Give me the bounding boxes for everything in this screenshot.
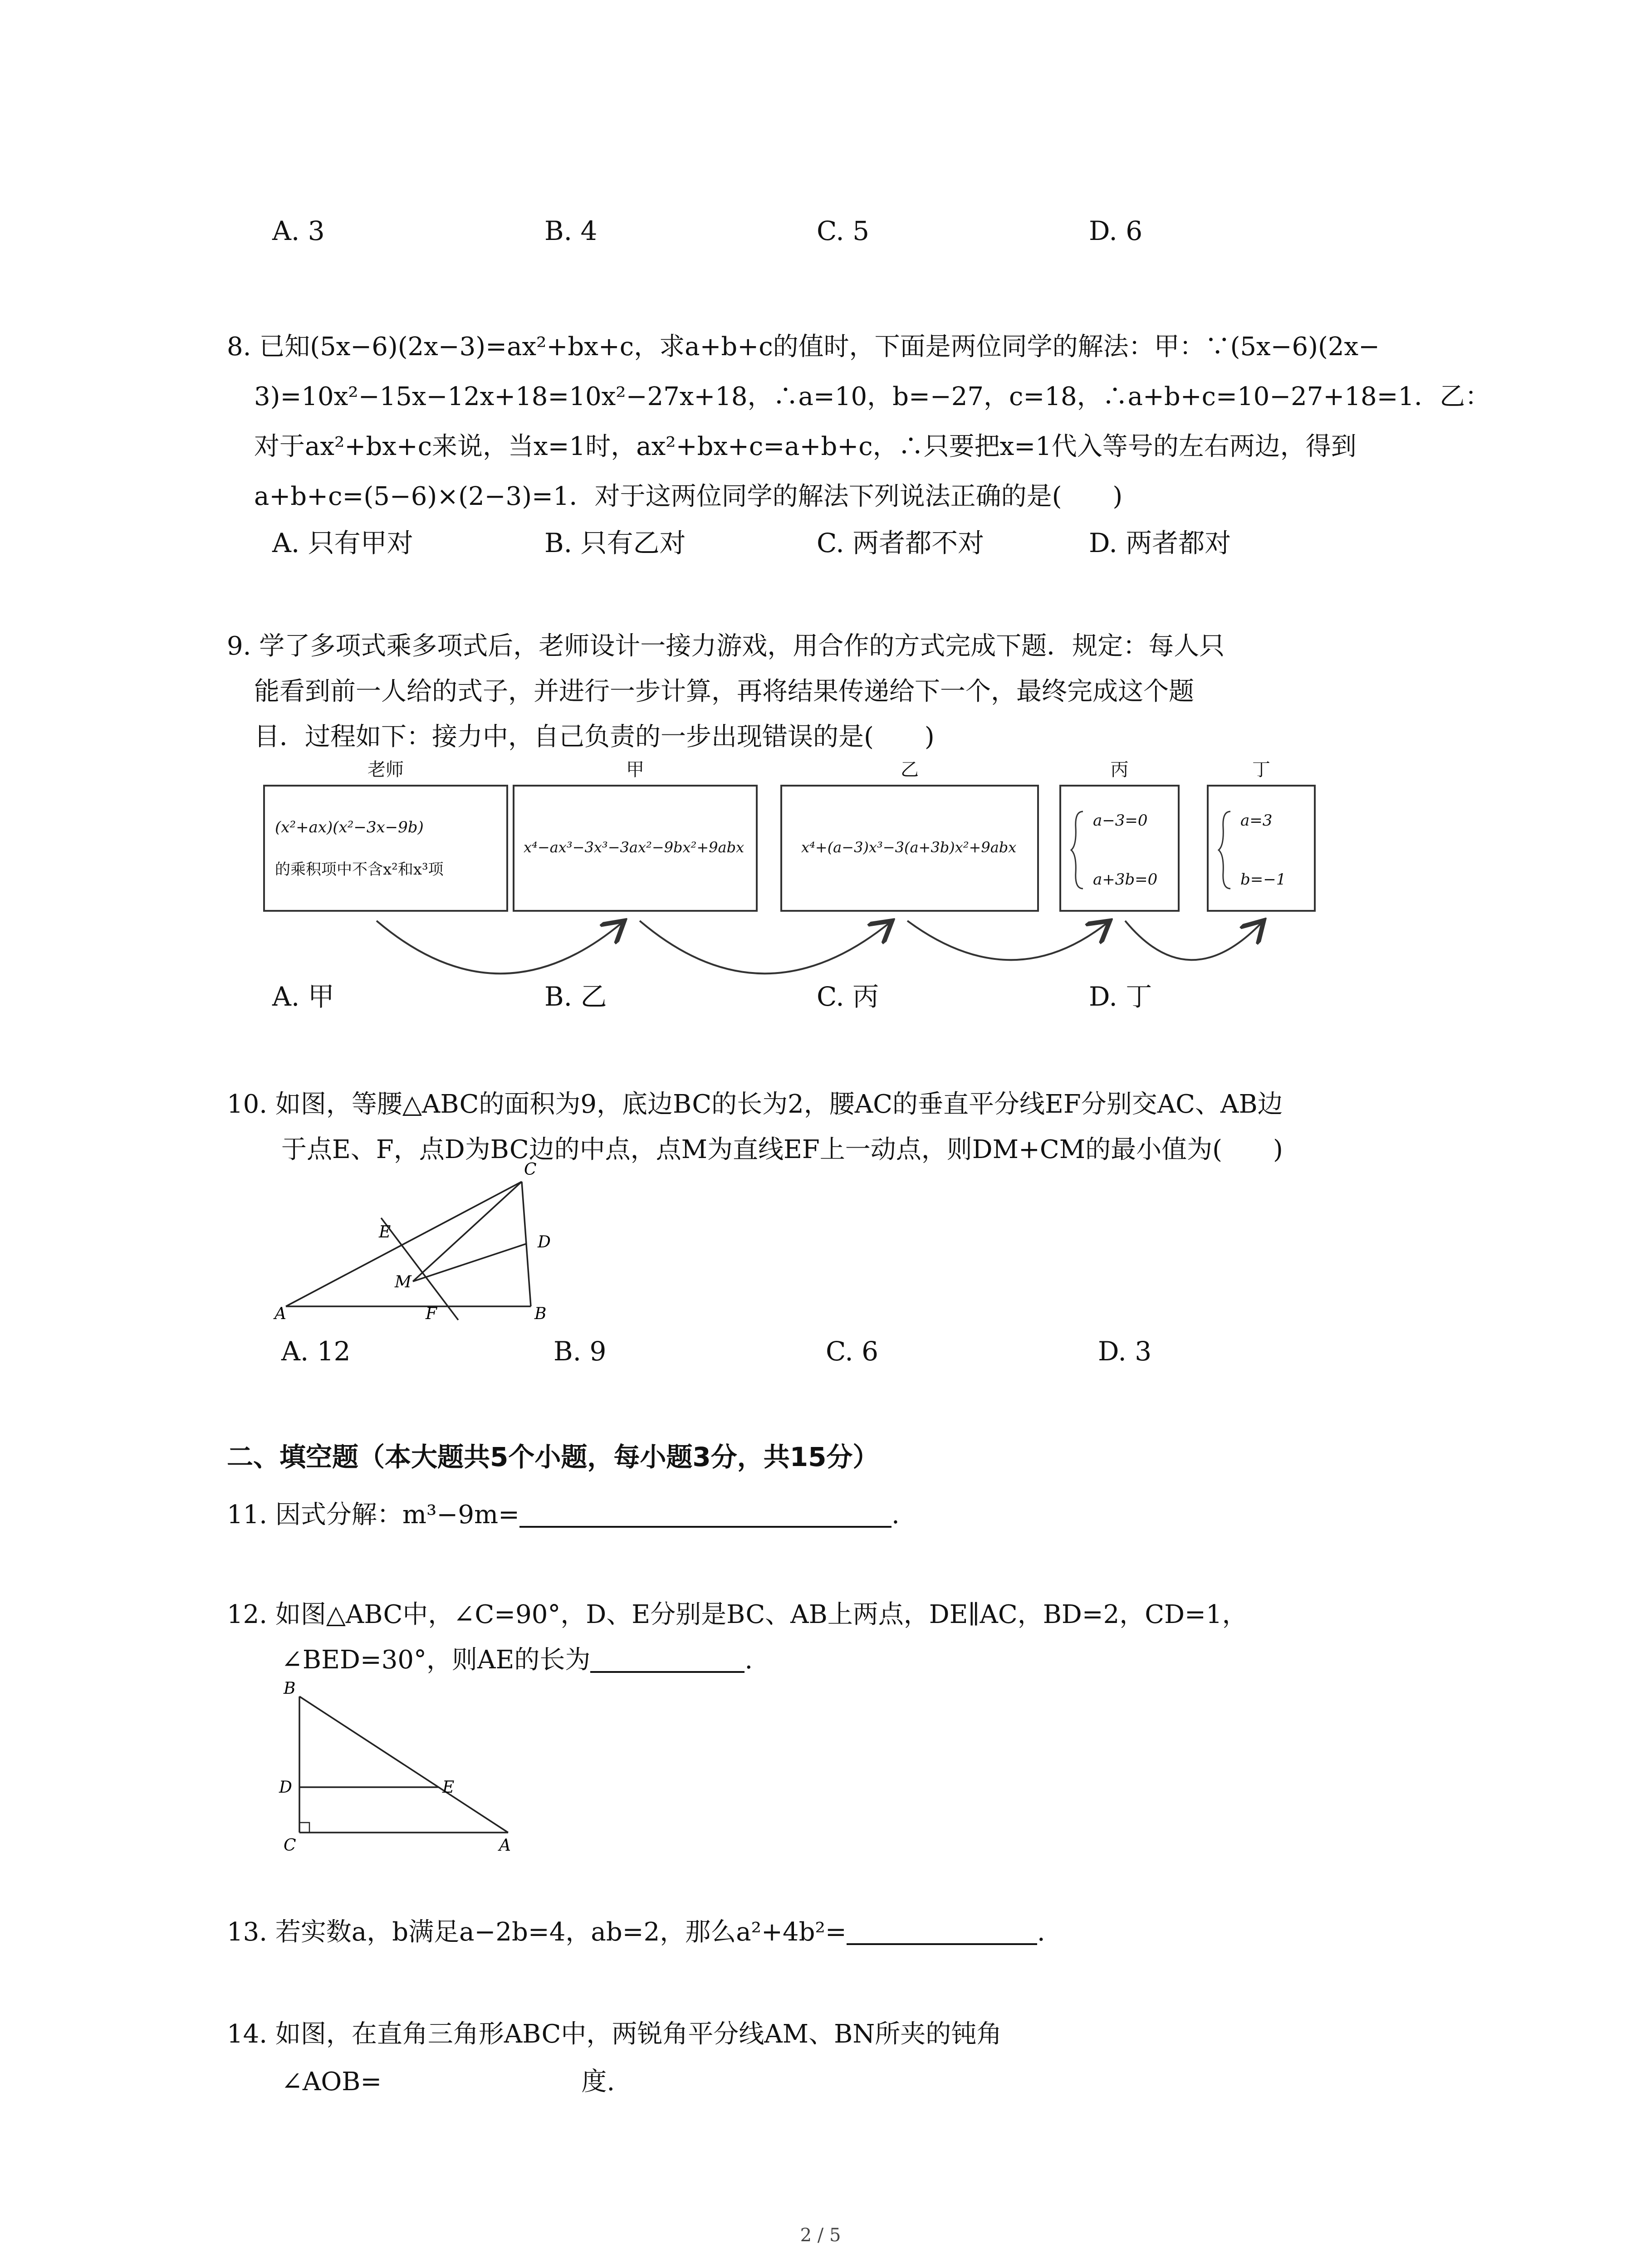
- q14-text: ∠AOB=: [281, 2067, 382, 2097]
- q7-option-c: C. 5: [817, 215, 870, 246]
- q9-line-1: 9. 学了多项式乘多项式后，老师设计一接力游戏，用合作的方式完成下题．规定：每人只: [227, 631, 1225, 661]
- relay-arrows: [0, 0, 1641, 998]
- arrow-yi-to-bing: [907, 921, 1107, 960]
- segment-ba: [299, 1696, 508, 1833]
- relay-bing-eq2: a+3b=0: [1093, 870, 1158, 889]
- q8-line-2: 3)=10x²−15x−12x+18=10x²−27x+18，∴a=10，b=−27，c=18，∴a+b+c=10−27+18=1．乙：: [254, 382, 1491, 411]
- label-d: D: [538, 1233, 551, 1251]
- q9-option-a: A. 甲: [272, 981, 334, 1012]
- label-f: F: [426, 1305, 437, 1323]
- relay-label-bing: 丙: [1110, 759, 1129, 780]
- segment-mc: [413, 1182, 522, 1281]
- segment-md: [413, 1244, 526, 1281]
- q13-text: 13. 若实数a，b满足a−2b=4，ab=2，那么a²+4b²=: [227, 1917, 847, 1947]
- q12-end: .: [745, 1645, 753, 1675]
- label-m: M: [395, 1273, 411, 1291]
- relay-yi-expression: x⁴+(a−3)x³−3(a+3b)x²+9abx: [801, 839, 1017, 856]
- section-heading: 二、填空题（本大题共5个小题，每小题3分，共15分）: [227, 1442, 879, 1472]
- q8-line-3: 对于ax²+bx+c来说，当x=1时，ax²+bx+c=a+b+c，∴只要把x=1代入等号的左右两边，得到: [254, 432, 1357, 461]
- q10-line-1: 10. 如图，等腰△ABC的面积为9，底边BC的长为2，腰AC的垂直平分线EF分别交AC、AB边: [227, 1090, 1283, 1119]
- q12-figure: [272, 1678, 544, 1860]
- page-number: 2 / 5: [800, 2225, 841, 2246]
- q11-text: 11. 因式分解：m³−9m=: [227, 1500, 519, 1530]
- q10-line-2: 于点E、F，点D为BC边的中点，点M为直线EF上一动点，则DM+CM的最小值为( ): [281, 1135, 1283, 1164]
- arrow-jia-to-yi: [640, 921, 889, 973]
- relay-jia-expression: x⁴−ax³−3x³−3ax²−9bx²+9abx: [524, 839, 745, 856]
- label-a: A: [499, 1836, 511, 1855]
- label-e: E: [442, 1778, 455, 1797]
- q10-option-d: D. 3: [1098, 1336, 1152, 1367]
- relay-ding-eq2: b=−1: [1240, 870, 1286, 889]
- label-a: A: [274, 1305, 286, 1323]
- q7-option-d: D. 6: [1089, 215, 1143, 246]
- q10-option-b: B. 9: [554, 1336, 607, 1367]
- arrow-teacher-to-jia: [377, 921, 622, 973]
- label-c: C: [524, 1161, 537, 1179]
- q9-option-d: D. 丁: [1089, 981, 1152, 1012]
- label-e: E: [379, 1223, 391, 1242]
- label-b: B: [534, 1305, 547, 1323]
- q13-question: [227, 1912, 1045, 1948]
- q8-line-4: a+b+c=(5−6)×(2−3)=1．对于这两位同学的解法下列说法正确的是( ): [254, 482, 1123, 511]
- q10-option-a: A. 12: [281, 1336, 351, 1367]
- relay-label-teacher: 老师: [367, 759, 404, 780]
- q11-answer-blank[interactable]: [519, 1501, 892, 1528]
- q11-end: .: [891, 1500, 900, 1530]
- relay-ding-eq1: a=3: [1240, 811, 1273, 830]
- q7-option-a: A. 3: [272, 215, 325, 246]
- relay-label-jia: 甲: [626, 759, 644, 780]
- q12-line-1: 12. 如图△ABC中，∠C=90°，D、E分别是BC、AB上两点，DE∥AC，BD=2，CD=1，: [227, 1600, 1248, 1629]
- q8-option-a: A. 只有甲对: [272, 528, 413, 558]
- relay-bing-eq1: a−3=0: [1093, 811, 1148, 830]
- q9-option-c: C. 丙: [817, 981, 879, 1012]
- q12-text: ∠BED=30°，则AE的长为: [281, 1645, 591, 1675]
- q9-option-b: B. 乙: [544, 981, 607, 1012]
- q12-answer-blank[interactable]: [590, 1646, 745, 1673]
- q10-option-c: C. 6: [826, 1336, 879, 1367]
- relay-teacher-expression: (x²+ax)(x²−3x−9b): [275, 818, 424, 836]
- q8-line-1: 8. 已知(5x−6)(2x−3)=ax²+bx+c，求a+b+c的值时，下面是两位同学的解法：甲：∵(5x−6)(2x−: [227, 332, 1380, 362]
- relay-label-yi: 乙: [901, 759, 919, 780]
- right-angle-mark: [299, 1823, 309, 1833]
- label-c: C: [284, 1836, 296, 1855]
- label-d: D: [279, 1778, 292, 1797]
- q12-line-2: [281, 1640, 753, 1676]
- q7-option-b: B. 4: [544, 215, 598, 246]
- q9-line-3: 目．过程如下：接力中，自己负责的一步出现错误的是( ): [254, 722, 935, 752]
- line-ef: [381, 1218, 458, 1320]
- q14-end: 度.: [581, 2067, 615, 2097]
- q14-line-1: 14. 如图，在直角三角形ABC中，两锐角平分线AM、BN所夹的钝角: [227, 2019, 1002, 2049]
- q14-line-2: [281, 2062, 615, 2098]
- arrow-bing-to-ding: [1125, 921, 1261, 960]
- q8-option-b: B. 只有乙对: [544, 528, 686, 558]
- q11-question: [227, 1495, 900, 1531]
- q8-option-c: C. 两者都不对: [817, 528, 985, 558]
- q10-figure: [263, 1161, 590, 1334]
- q9-line-2: 能看到前一人给的式子，并进行一步计算，再将结果传递给下一个，最终完成这个题: [254, 677, 1194, 706]
- relay-label-ding: 丁: [1252, 759, 1270, 780]
- relay-teacher-condition: 的乘积项中不含x²和x³项: [275, 860, 444, 879]
- q13-answer-blank[interactable]: [847, 1918, 1037, 1945]
- q8-option-d: D. 两者都对: [1089, 528, 1231, 558]
- q13-end: .: [1037, 1917, 1045, 1947]
- label-b: B: [284, 1679, 296, 1698]
